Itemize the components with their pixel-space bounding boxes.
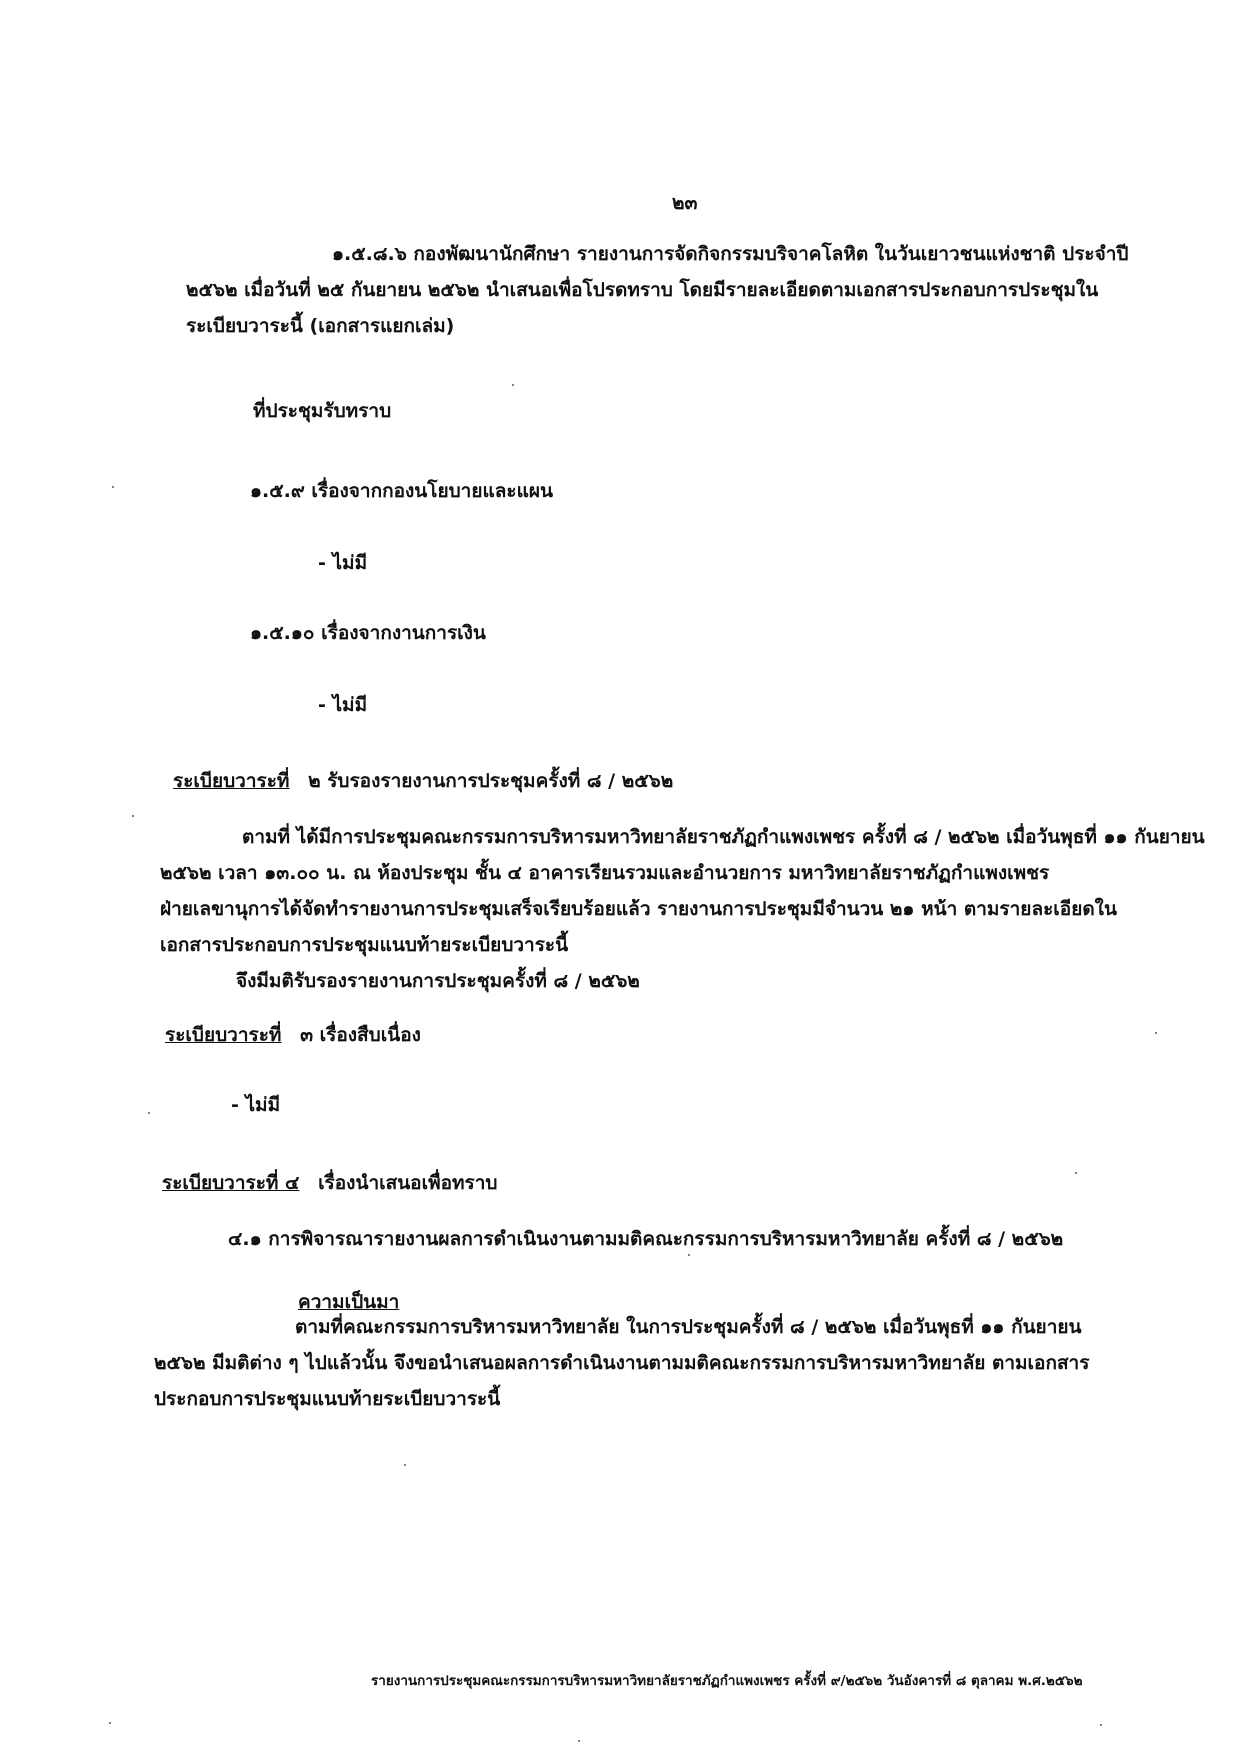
scan-speck (132, 815, 134, 817)
scan-speck (512, 384, 514, 386)
background-heading: ความเป็นมา (298, 1291, 400, 1313)
page-footer: รายงานการประชุมคณะกรรมการบริหารมหาวิทยาลัยราชภัฏกำแพงเพชร ครั้งที่ ๙/๒๕๖๒ วันอังคารที่ ๘ ตุลาคม พ.ศ.๒๕๖๒ (371, 1673, 1083, 1689)
paragraph-line: ตามที่คณะกรรมการบริหารมหาวิทยาลัย ในการประชุมครั้งที่ ๘ / ๒๕๖๒ เมื่อวันพุธที่ ๑๑ กันยายน (295, 1316, 1082, 1338)
item-41-heading: ๔.๑ การพิจารณารายงานผลการดำเนินงานตามมติคณะกรรมการบริหารมหาวิทยาลัย ครั้งที่ ๘ / ๒๕๖๒ (228, 1228, 1064, 1250)
agenda-title: เรื่องนำเสนอเพื่อทราบ (318, 1172, 498, 1194)
scan-speck (1155, 1032, 1157, 1034)
scan-speck (148, 1112, 150, 1114)
agenda-title: ๓ เรื่องสืบเนื่อง (300, 1024, 421, 1046)
agenda-4-heading (162, 1170, 498, 1196)
background-body (154, 1309, 1166, 1417)
agenda-3-heading (165, 1022, 421, 1048)
agenda-2-heading (173, 768, 673, 794)
acknowledgement-text: ที่ประชุมรับทราบ (253, 400, 392, 422)
paragraph-line: เอกสารประกอบการประชุมแนบท้ายระเบียบวาระนี้ (160, 934, 569, 956)
paragraph-line: ๒๕๖๒ มีมติต่าง ๆ ไปแล้วนั้น จึงขอนำเสนอผลการดำเนินงานตามมติคณะกรรมการบริหารมหาวิทยาลัย ตามเอกสาร (154, 1352, 1090, 1374)
paragraph-line: ๒๕๖๒ เมื่อวันที่ ๒๕ กันยายน ๒๕๖๒ นำเสนอเพื่อโปรดทราบ โดยมีรายละเอียดตามเอกสารประกอบการประชุมใน (186, 279, 1099, 301)
page-number: ๒๓ (672, 192, 698, 214)
item-1510-heading: ๑.๕.๑๐ เรื่องจากงานการเงิน (250, 622, 486, 644)
scan-speck (404, 1464, 406, 1466)
scan-speck (578, 1740, 580, 1742)
scan-speck (1100, 1724, 1102, 1726)
paragraph-line: ๒๕๖๒ เวลา ๑๓.๐๐ น. ณ ห้องประชุม ชั้น ๔ อาคารเรียนรวมและอำนวยการ มหาวิทยาลัยราชภัฏกำแพงเพชร (160, 862, 1050, 884)
paragraph-line: ระเบียบวาระนี้ (เอกสารแยกเล่ม) (186, 315, 455, 337)
scan-speck (1075, 1172, 1077, 1174)
paragraph-line: ๑.๕.๘.๖ กองพัฒนานักศึกษา รายงานการจัดกิจกรรมบริจาคโลหิต ในวันเยาวชนแห่งชาติ ประจำปี (332, 243, 1129, 265)
scan-speck (109, 1722, 111, 1724)
paragraph-line: ตามที่ ได้มีการประชุมคณะกรรมการบริหารมหาวิทยาลัยราชภัฏกำแพงเพชร ครั้งที่ ๘ / ๒๕๖๒ เมื่อวันพุธที่ ๑๑ กันยายน (242, 826, 1205, 848)
scan-speck (688, 1254, 690, 1256)
paragraph-line: ฝ่ายเลขานุการได้จัดทำรายงานการประชุมเสร็จเรียบร้อยแล้ว รายงานการประชุมมีจำนวน ๒๑ หน้า ตามรายละเอียดใน (160, 898, 1117, 920)
none-text: - ไม่มี (318, 694, 368, 716)
agenda-2-body (160, 819, 1205, 999)
none-text: - ไม่มี (318, 552, 368, 574)
paragraph-item-1586 (186, 236, 1191, 344)
item-159-heading: ๑.๕.๙ เรื่องจากกองนโยบายและแผน (250, 480, 553, 502)
agenda-label: ระเบียบวาระที่ ๔ (162, 1172, 300, 1194)
none-text: - ไม่มี (231, 1094, 281, 1116)
resolution-line: จึงมีมติรับรองรายงานการประชุมครั้งที่ ๘ / ๒๕๖๒ (236, 970, 640, 992)
paragraph-line: ประกอบการประชุมแนบท้ายระเบียบวาระนี้ (154, 1388, 501, 1410)
agenda-title: ๒ รับรองรายงานการประชุมครั้งที่ ๘ / ๒๕๖๒ (308, 770, 674, 792)
agenda-label: ระเบียบวาระที่ (165, 1024, 282, 1046)
scan-speck (112, 486, 114, 488)
agenda-label: ระเบียบวาระที่ (173, 770, 290, 792)
